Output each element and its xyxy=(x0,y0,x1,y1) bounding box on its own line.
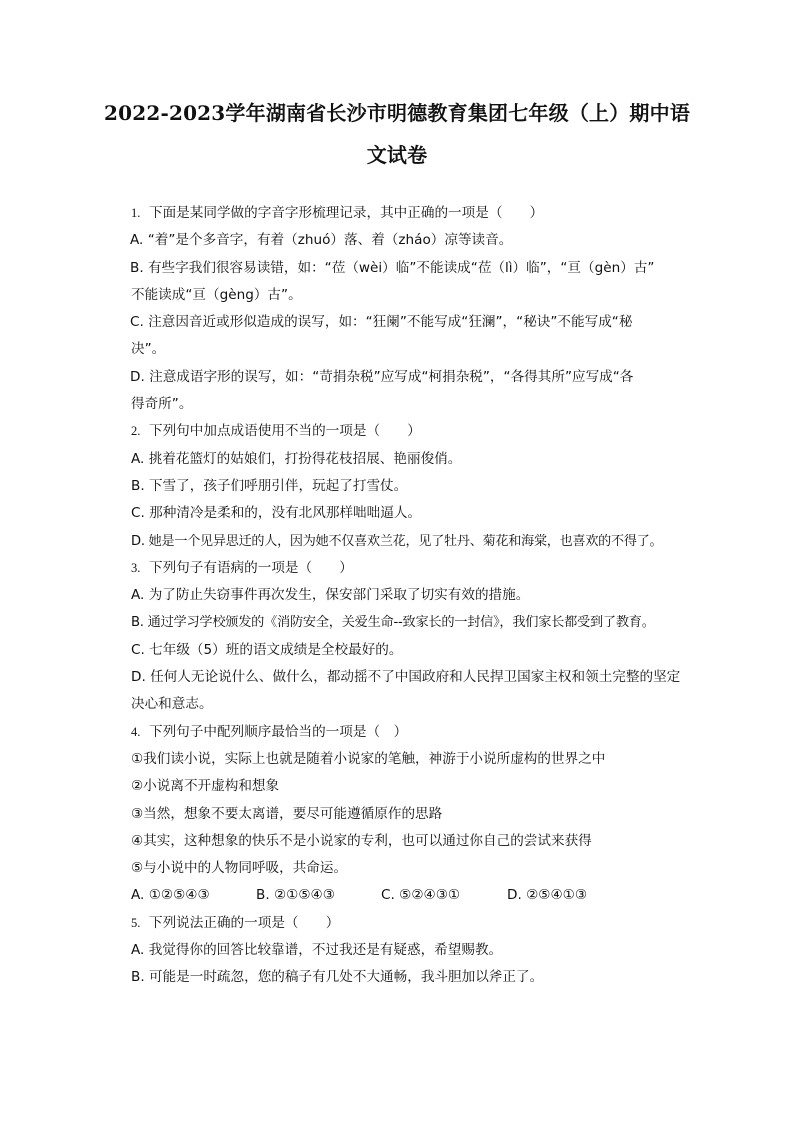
question-4-sentence-4: ④其实，这种想象的快乐不是小说家的专利，也可以通过你自己的尝试来获得 xyxy=(131,832,592,849)
exam-title-line-2: 文试卷 xyxy=(366,143,428,167)
question-4-choices xyxy=(131,882,709,909)
question-3-stem xyxy=(131,555,709,582)
exam-title-line-1: 2022-2023学年湖南省长沙市明德教育集团七年级（上）期中语 xyxy=(103,101,691,125)
question-number: 2. xyxy=(131,424,141,439)
question-4-sentence-5: ⑤与小说中的人物同呼吸，共命运。 xyxy=(131,860,348,877)
question-1-option-a: A. “着”是个多音字，有着（zhuó）落、着（zháo）凉等读音。 xyxy=(130,232,513,249)
question-1-option-b-line-2: 不能读成“亘（gèng）古”。 xyxy=(131,286,302,303)
question-4-choice-a: A. ①②⑤④③ xyxy=(131,887,210,904)
exam-title xyxy=(80,92,714,176)
question-3-option-b: B. 通过学习学校颁发的《消防安全，关爱生命--致家长的一封信》，我们家长都受到了教育。 xyxy=(131,615,655,631)
question-4-choice-d: D. ②⑤④①③ xyxy=(507,887,588,904)
question-number: 3. xyxy=(131,560,141,575)
question-4-sentence-3: ③当然，想象不要太离谱，要尽可能遵循原作的思路 xyxy=(131,805,443,822)
question-4-stem xyxy=(131,719,709,746)
question-4-choice-c: C. ⑤②④③① xyxy=(381,887,461,904)
question-1-option-b-line-1 xyxy=(130,255,709,282)
question-text: 下列句中加点成语使用不当的一项是（ ） xyxy=(149,423,421,440)
question-5-option-a: A. 我觉得你的回答比较靠谱，不过我还是有疑惑，希望赐教。 xyxy=(131,942,503,959)
question-2-option-c: C. 那种清冷是柔和的，没有北风那样咄咄逼人。 xyxy=(131,505,422,522)
question-3-option-a: A. 为了防止失窃事件再次发生，保安部门采取了切实有效的措施。 xyxy=(131,587,530,604)
question-1-option-c-line-1: C. 注意因音近或形似造成的误写，如：“狂阑”不能写成“狂澜”，“秘诀”不能写成“秘 xyxy=(130,314,633,331)
question-2-option-b: B. 下雪了，孩子们呼朋引伴，玩起了打雪仗。 xyxy=(131,477,408,494)
question-text: 下列句子有语病的一项是（ ） xyxy=(149,559,353,576)
question-1-option-c-line-2: 决”。 xyxy=(131,341,166,358)
question-text: 下列说法正确的一项是（ ） xyxy=(149,914,340,931)
question-3-option-d-line-1: D. 任何人无论说什么、做什么，都动摇不了中国政府和人民捍卫国家主权和领土完整的坚定 xyxy=(131,669,681,686)
question-4-sentence-1: ①我们读小说，实际上也就是随着小说家的笔触，神游于小说所虚构的世界之中 xyxy=(131,750,606,767)
question-4-sentence-2: ②小说离不开虚构和想象 xyxy=(131,778,280,795)
question-number: 1. xyxy=(131,206,141,220)
question-text: 下列句子中配列顺序最恰当的一项是（ ） xyxy=(149,723,408,740)
question-text: 下面是某同学做的字音字形梳理记录，其中正确的一项是（ ） xyxy=(149,205,544,221)
question-3-option-d-line-2: 决心和意志。 xyxy=(131,696,213,713)
question-2-stem xyxy=(131,418,709,445)
question-1-stem xyxy=(131,200,709,227)
question-3-option-c: C. 七年级（5）班的语文成绩是全校最好的。 xyxy=(131,641,403,658)
question-list xyxy=(131,200,709,992)
question-1-option-d-line-1: D. 注意成语字形的误写，如：“苛捐杂税”应写成“柯捐杂税”，“各得其所”应写成“各 xyxy=(130,368,634,385)
option-text: B. 有些字我们很容易读错，如：“莅（wèi）临”不能读成“莅（lì）临”，“亘（gèn）古” xyxy=(130,259,655,276)
question-5-option-b: B. 可能是一时疏忽，您的稿子有几处不大通畅，我斗胆加以斧正了。 xyxy=(131,969,544,986)
question-number: 4. xyxy=(131,724,141,739)
question-5-stem xyxy=(131,910,709,937)
question-4-choice-b: B. ②①⑤④③ xyxy=(256,887,335,904)
question-2-option-a: A. 挑着花篮灯的姑娘们，打扮得花枝招展、艳丽俊俏。 xyxy=(131,450,462,467)
question-2-option-d: D. 她是一个见异思迁的人，因为她不仅喜欢兰花，见了牡丹、菊花和海棠，也喜欢的不得了。 xyxy=(131,533,663,549)
question-1-option-d-line-2: 得奇所”。 xyxy=(131,396,193,413)
question-number: 5. xyxy=(131,915,141,930)
